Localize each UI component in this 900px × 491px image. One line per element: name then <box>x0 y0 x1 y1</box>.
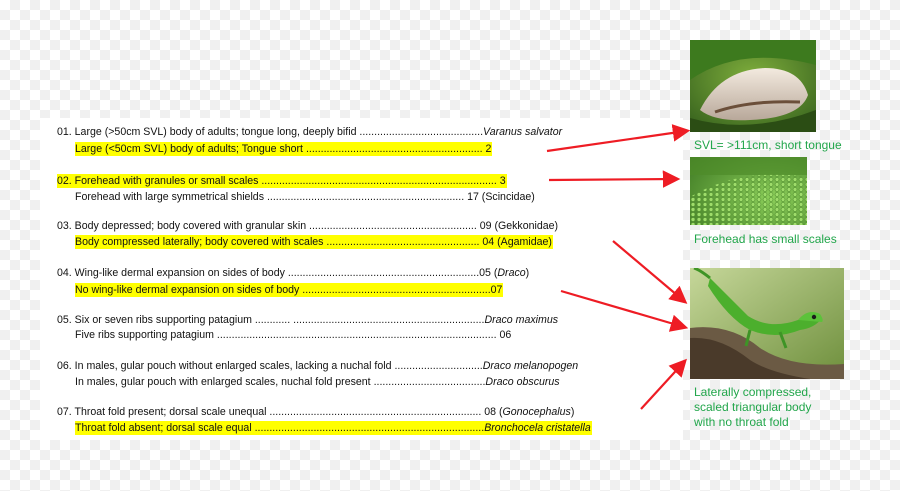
key-line-03a: 03. Body depressed; body covered with granular skin ......................................................... 09 (Gekkonidae) <box>57 220 559 232</box>
arrow-forehead <box>549 179 676 180</box>
arrow-tongue <box>547 131 686 151</box>
caption-body: Laterally compressed, scaled triangular body with no throat fold <box>694 385 812 429</box>
key-line-06b: In males, gular pouch with enlarged scales, nuchal fold present ......................................Draco obscurus <box>75 376 560 388</box>
key-line-05b: Five ribs supporting patagium ............................................................................................... 06 <box>75 329 512 341</box>
key-line-02b: Forehead with large symmetrical shields ................................................................... 17 (Scincidae) <box>75 191 535 203</box>
key-line-03b: Body compressed laterally; body covered with scales .................................................... 04 (Agamidae) <box>75 236 552 248</box>
key-line-07a: 07. Throat fold present; dorsal scale unequal ........................................................................ 08 (Gonocephalus) <box>57 406 575 418</box>
caption-forehead: Forehead has small scales <box>694 232 837 246</box>
arrow-no-wing <box>561 291 684 327</box>
key-line-04b: No wing-like dermal expansion on sides of body ................................................................07 <box>75 284 503 296</box>
key-line-01b: Large (<50cm SVL) body of adults; Tongue short ............................................................ 2 <box>75 143 492 155</box>
arrow-agamidae <box>613 241 684 301</box>
key-line-06a: 06. In males, gular pouch without enlarged scales, lacking a nuchal fold ..............................Draco melanopogen <box>57 360 579 372</box>
key-line-05a: 05. Six or seven ribs supporting patagium ............ .................................................................Draco maximus <box>57 314 559 326</box>
key-line-02a: 02. Forehead with granules or small scales ................................................................................ 3 <box>57 175 506 187</box>
caption-tongue: SVL= >111cm, short tongue <box>694 138 842 152</box>
arrow-throat <box>641 362 684 409</box>
key-line-07b: Throat fold absent; dorsal scale equal ..............................................................................Bronchocela cristatella <box>75 422 591 434</box>
key-line-04a: 04. Wing-like dermal expansion on sides of body .................................................................05 (Draco) <box>57 267 530 279</box>
key-line-01a: 01. Large (>50cm SVL) body of adults; tongue long, deeply bifid ..........................................Varanus salvator <box>57 126 563 138</box>
